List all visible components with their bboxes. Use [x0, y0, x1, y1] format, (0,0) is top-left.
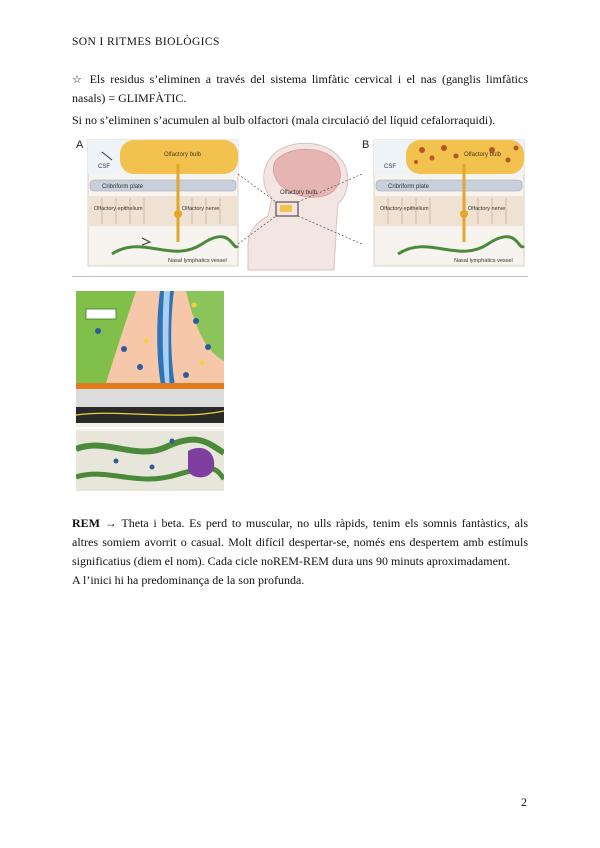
paragraph-accumulation: Si no s’eliminen s’acumulen al bulb olfactori (mala circulació del líquid cefalorraquidi). [72, 113, 496, 127]
nasal-lymphatics-label-b: Nasal lymphatics vessel [454, 258, 513, 264]
rem-term: REM [72, 516, 100, 530]
paragraph-deep-sleep: A l’inici hi ha predominança de la son profunda. [72, 573, 305, 587]
panel-a [76, 139, 238, 266]
panel-a-label: A [76, 139, 84, 151]
head-illustration [238, 143, 362, 270]
star-icon: ☆ [72, 73, 85, 86]
section-divider [72, 276, 528, 277]
olfactory-lymphatic-figure [72, 134, 528, 274]
paragraph-rem-text: Theta i beta. Es perd to muscular, no ulls ràpids, tenim els somnis fantàstics, als altres somiem avorrit o casual. Molt difícil despertar-se, només ens despertem amb estímuls significatius (diem el nom). Cada cicle noREM-REM dura uns 90 minuts aproximadament. [72, 516, 528, 568]
olfactory-bulb-label-a: Olfactory bulb [164, 152, 202, 158]
paragraph-glymphatic [72, 70, 528, 108]
csf-label-a: CSF [98, 164, 110, 170]
olfactory-epithelium-label-b: Olfactory epithelium [380, 206, 429, 212]
nasal-lymphatics-label-a: Nasal lymphatics vessel [168, 258, 227, 264]
page-header: SON I RITMES BIOLÒGICS [72, 36, 220, 48]
csf-label-b: CSF [384, 164, 396, 170]
panel-b [362, 139, 524, 266]
arrow-icon: → [100, 516, 122, 530]
glymphatic-diagram [76, 291, 224, 491]
paragraph-rem [72, 514, 528, 590]
olfactory-bulb-label-b: Olfactory bulb [464, 152, 502, 158]
page-number: 2 [521, 795, 527, 809]
paragraph-glymphatic-text: Els residus s’eliminen a través del sistema limfàtic cervical i el nas (ganglis limfàtics nasals) = GLIMFÀTIC. [72, 72, 528, 105]
olfactory-epithelium-label-a: Olfactory epithelium [94, 206, 143, 212]
cribriform-plate-label-b: Cribriform plate [388, 184, 430, 190]
panel-b-label: B [362, 139, 370, 151]
olfactory-nerve-label-b: Olfactory nerve [468, 206, 506, 212]
olfactory-bulb-label-center: Olfactory bulb [280, 190, 318, 196]
olfactory-nerve-label-a: Olfactory nerve [182, 206, 220, 212]
cribriform-plate-label-a: Cribriform plate [102, 184, 144, 190]
